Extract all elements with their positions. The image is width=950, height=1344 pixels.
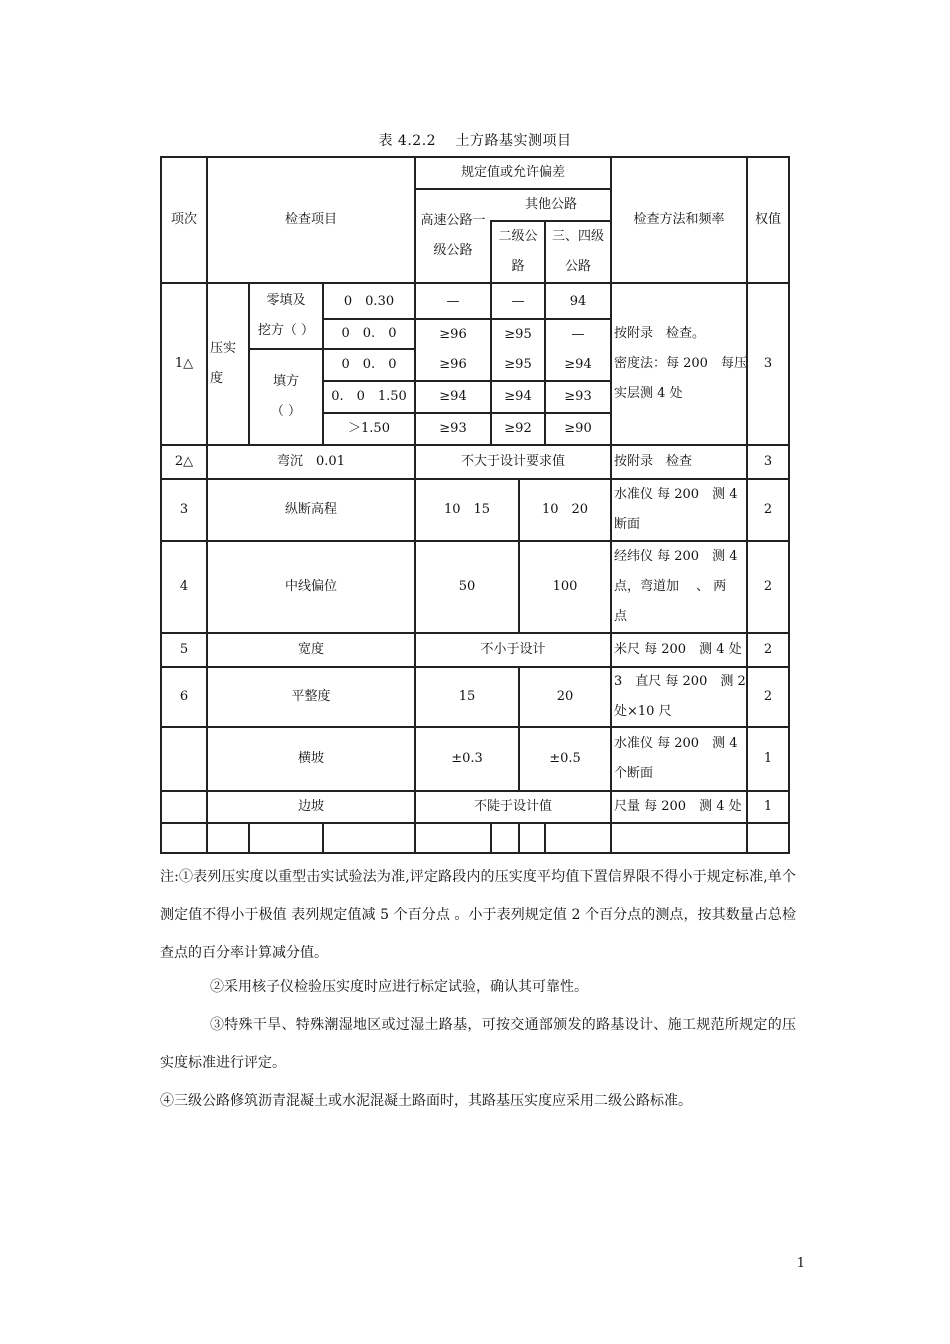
note-paragraph-3: ③特殊干旱、特殊潮湿地区或过湿土路基，可按交通部颁发的路基设计、施工规范所规定的压实度标准进行评定。: [160, 1017, 796, 1071]
row1-class2: ≥95: [504, 357, 532, 372]
row1-depth: 0. 0 1.50: [331, 389, 407, 404]
row1-class2: ≥94: [504, 389, 532, 404]
row4-weight: 2: [763, 579, 773, 594]
row2-method: 按附录 检查: [614, 454, 693, 469]
row1-expressway: ≥94: [439, 389, 467, 404]
row3-spec-b: 10 20: [541, 502, 589, 517]
row6-weight: 2: [763, 689, 773, 704]
row1-class2: —: [511, 294, 525, 309]
header-class2: 二级公 路: [498, 229, 538, 274]
row1-class34: ≥93: [564, 389, 592, 404]
header-weight: 权值: [754, 212, 781, 227]
row3-method: 水准仪 每 200 测 4 断面: [614, 487, 738, 532]
row7-spec-a: ±0.3: [451, 751, 483, 766]
row1-method: 按附录 检查。 密度法：每 200 每压 实层测 4 处: [614, 326, 747, 401]
row2-name: 弯沉 0.01: [277, 454, 345, 469]
row3-name: 纵断高程: [284, 502, 337, 517]
row4-method: 经纬仪 每 200 测 4 点，弯道加 、 两 点: [614, 549, 738, 624]
row5-method: 米尺 每 200 测 4 处: [614, 642, 742, 657]
row7-no: [162, 728, 206, 790]
row1-class34: ≥94: [564, 357, 592, 372]
row1-class2: ≥92: [504, 421, 532, 436]
header-method: 检查方法和频率: [633, 212, 725, 227]
row1-class34: 94: [569, 294, 587, 309]
row8-no: [162, 792, 206, 822]
row1-sub-b: 填方 （ ）: [270, 374, 302, 419]
row7-weight: 1: [763, 751, 773, 766]
row2-weight: 3: [763, 454, 773, 469]
row6-method: 3 直尺 每 200 测 2 处×10 尺: [614, 674, 746, 719]
row6-name: 平整度: [291, 689, 331, 704]
row1-depth: 0 0. 0: [341, 357, 397, 372]
header-item-no: 项次: [170, 212, 197, 227]
row1-sub-a: 零填及 挖方（ ）: [257, 293, 315, 338]
row2-spec: 不大于设计要求值: [460, 454, 565, 469]
row7-method: 水准仪 每 200 测 4 个断面: [614, 736, 738, 781]
note-paragraph-4: ④三级公路修筑沥青混凝土或水泥混凝土路面时，其路基压实度应采用二级公路标准。: [160, 1093, 692, 1109]
row1-depth: 0 0. 0: [341, 326, 397, 341]
header-class34: 三、四级 公路: [551, 229, 604, 274]
row1-name: 压实 度: [210, 341, 237, 386]
row1-expressway: —: [446, 294, 460, 309]
row6-spec-b: 20: [556, 689, 574, 704]
row4-name: 中线偏位: [284, 579, 337, 594]
page-number: 1: [796, 1256, 805, 1271]
row1-class34: —: [571, 327, 585, 342]
row8-spec: 不陡于设计值: [473, 799, 552, 814]
row1-expressway: ≥93: [439, 421, 467, 436]
row3-no: 3: [179, 502, 189, 517]
row3-spec-a: 10 15: [443, 502, 491, 517]
row6-spec-a: 15: [458, 689, 476, 704]
row2-no: 2△: [174, 454, 194, 469]
note-paragraph-2: ②采用核子仪检验压实度时应进行标定试验，确认其可靠性。: [210, 979, 588, 995]
row3-weight: 2: [763, 502, 773, 517]
row4-no: 4: [179, 579, 189, 594]
row1-weight: 3: [763, 356, 773, 371]
row8-weight: 1: [763, 799, 773, 814]
row7-name: 横坡: [297, 751, 324, 766]
table-caption: 表 4.2.2 土方路基实测项目: [378, 133, 572, 149]
note-paragraph-1: 注:①表列压实度以重型击实试验法为准,评定路段内的压实度平均值下置信界限不得小于规定标准,单个测定值不得小于极值 表列规定值减 5 个百分点 。小于表列规定值 2 个百分点的测点，按其数量占总检查点的百分率计算减分值。: [160, 869, 796, 961]
row5-no: 5: [179, 642, 189, 657]
row5-name: 宽度: [297, 642, 324, 657]
header-check-item: 检查项目: [284, 212, 337, 227]
row8-method: 尺量 每 200 测 4 处: [614, 799, 742, 814]
header-other-roads: 其他公路: [524, 197, 577, 212]
row1-expressway: ≥96: [439, 357, 467, 372]
row4-spec-a: 50: [458, 579, 476, 594]
row1-expressway: ≥96: [439, 327, 467, 342]
row1-no: 1△: [174, 356, 194, 371]
row5-spec: 不小于设计: [480, 642, 546, 657]
header-expressway: 高速公路一 级公路: [420, 213, 486, 258]
header-spec-group: 规定值或允许偏差: [460, 165, 565, 180]
row1-depth: 0 0.30: [343, 294, 395, 309]
row1-depth: ＞1.50: [348, 421, 390, 436]
row7-spec-b: ±0.5: [549, 751, 581, 766]
row6-no: 6: [179, 689, 189, 704]
row5-weight: 2: [763, 642, 773, 657]
row8-name: 边坡: [297, 799, 324, 814]
row1-class2: ≥95: [504, 327, 532, 342]
row4-spec-b: 100: [552, 579, 578, 594]
row1-class34: ≥90: [564, 421, 592, 436]
